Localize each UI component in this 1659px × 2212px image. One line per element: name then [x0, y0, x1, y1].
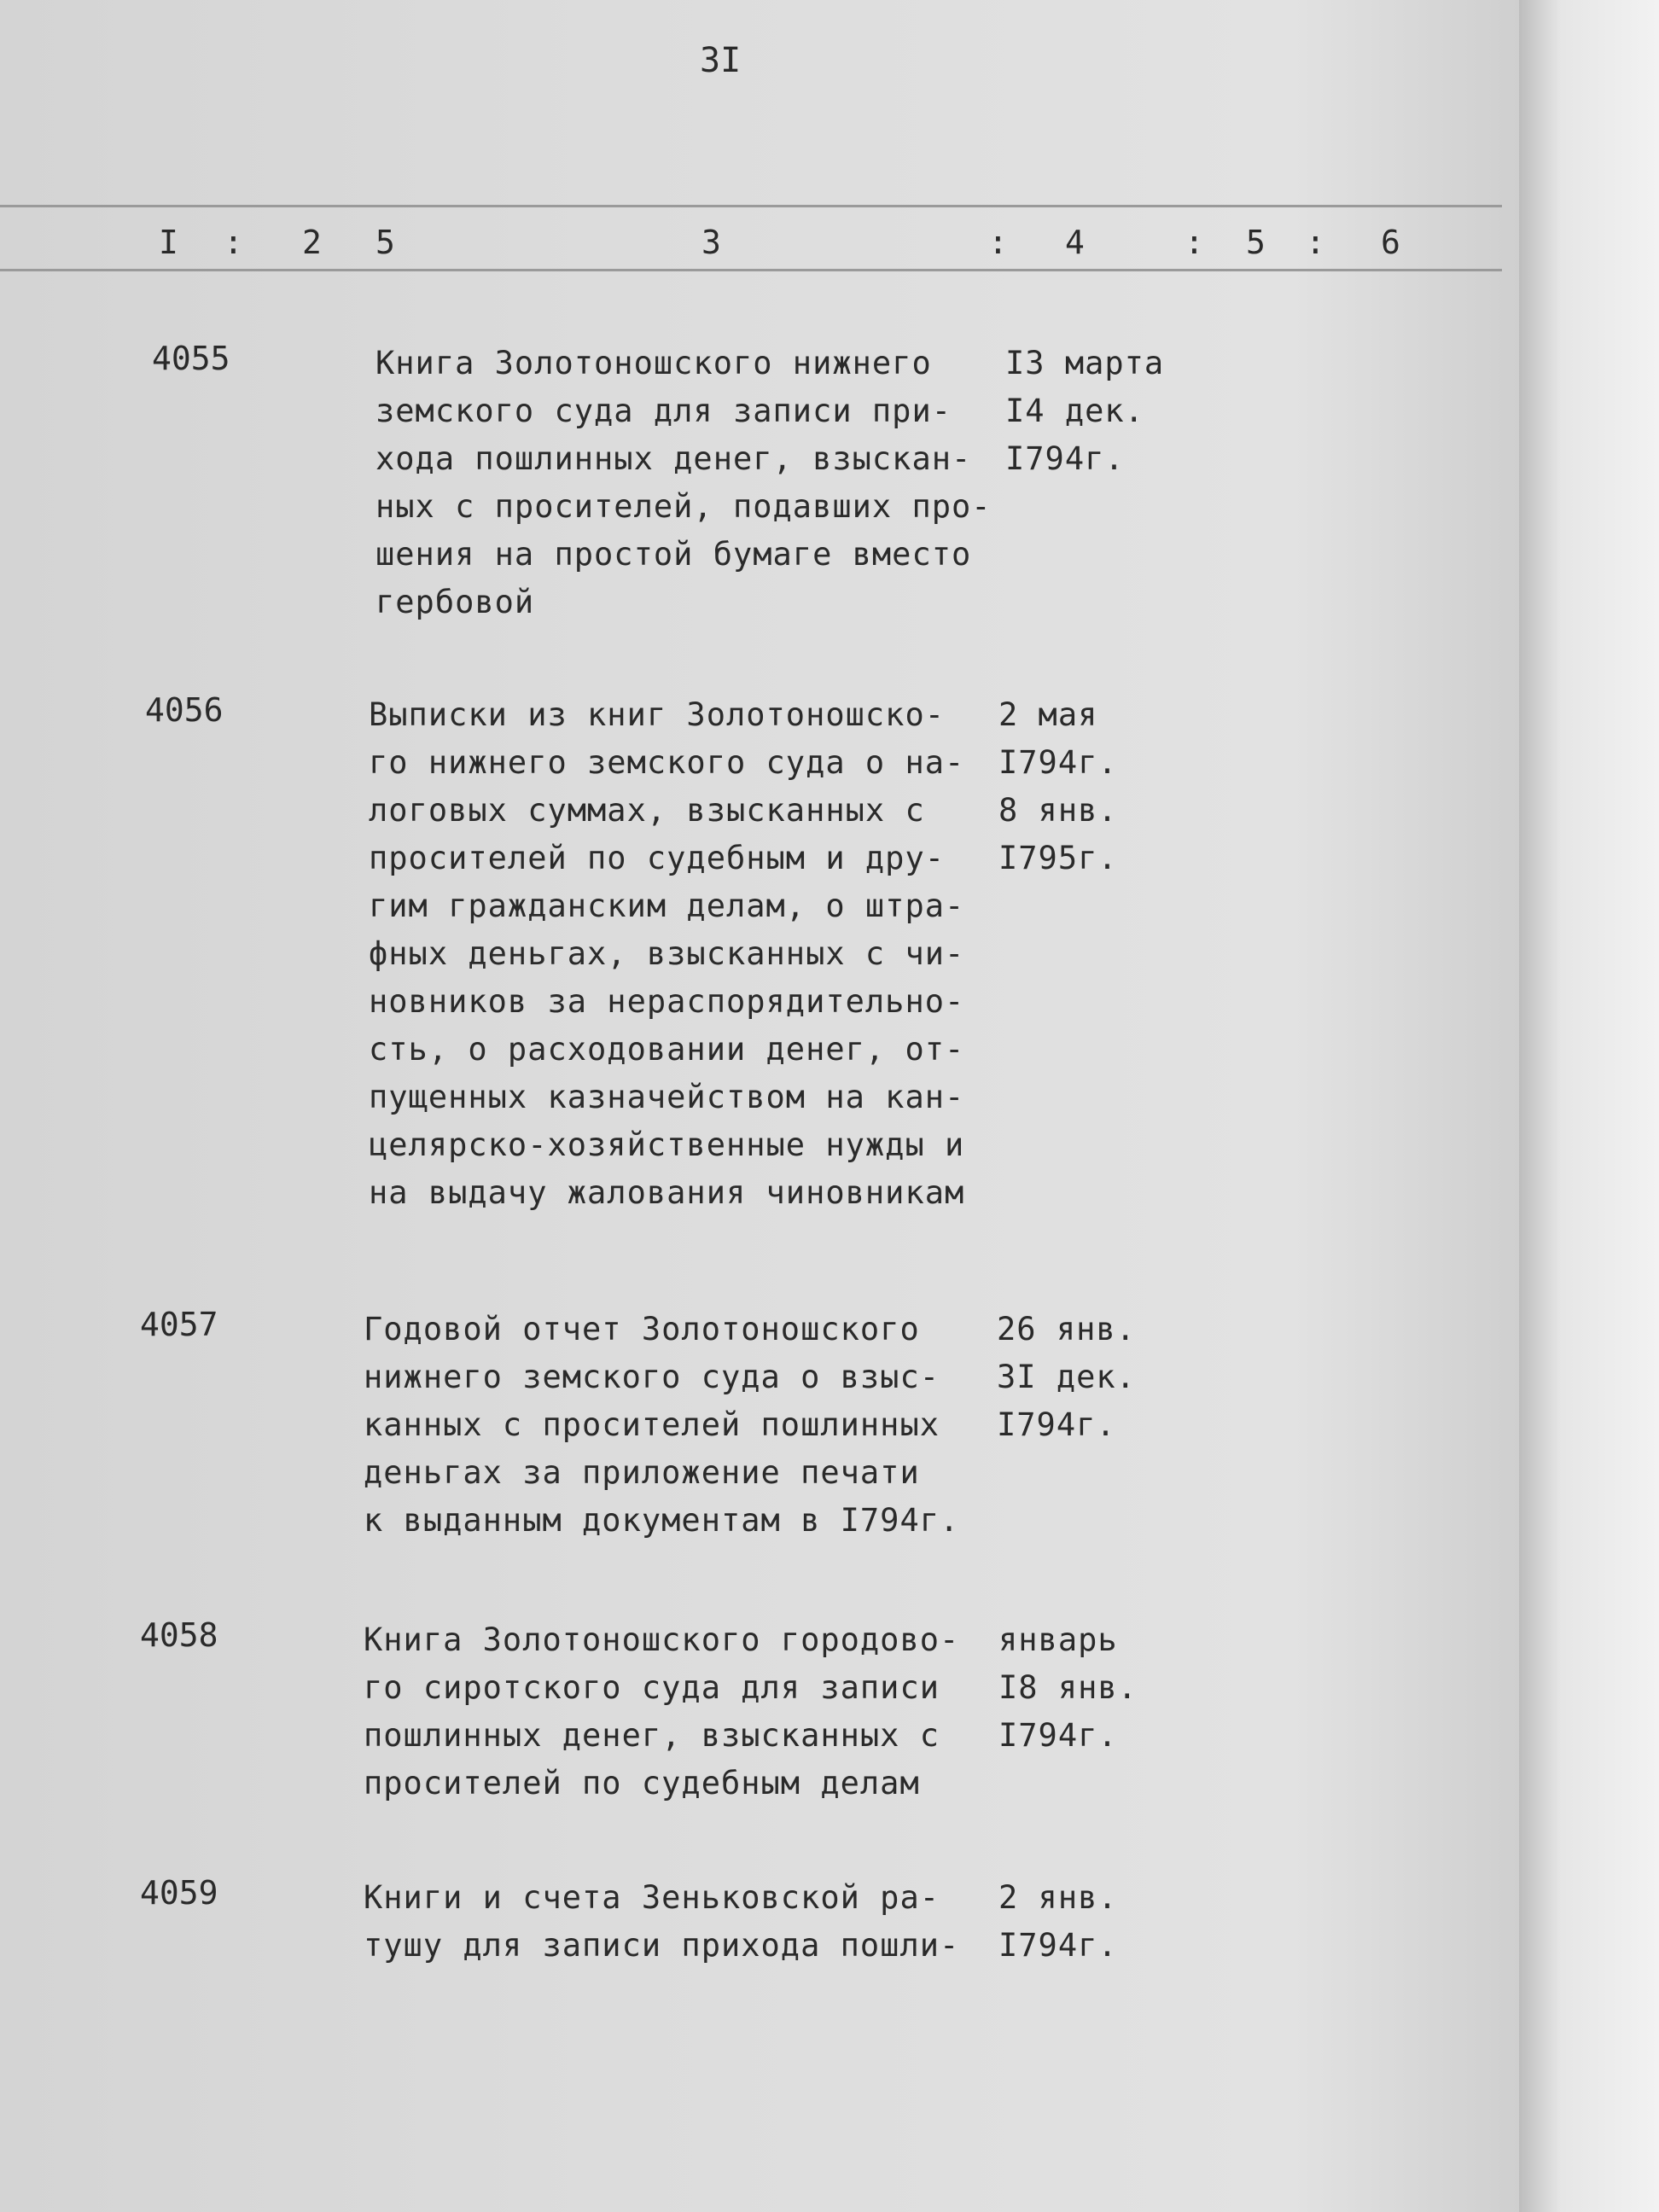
description-line: канных с просителей пошлинных: [364, 1406, 940, 1443]
entry-dates: [998, 1616, 1138, 1760]
description-line: гим гражданским делам, о штра-: [369, 888, 965, 924]
description-line: Книга Золотоношского городово-: [364, 1621, 960, 1658]
description-line: пошлинных денег, взысканных с: [364, 1717, 940, 1754]
description-line: Годовой отчет Золотоношского: [364, 1311, 920, 1348]
entry-dates: [998, 691, 1118, 882]
description-line: ных с просителей, подавших про-: [375, 488, 992, 525]
date-line: I3 марта: [1005, 345, 1165, 381]
entry-number: 4059: [140, 1874, 218, 1912]
column-separator: :: [988, 224, 1008, 261]
column-separator: :: [1306, 224, 1325, 261]
date-line: январь: [998, 1621, 1118, 1658]
date-line: I794г.: [998, 744, 1118, 781]
column-header-6: 6: [1381, 224, 1400, 261]
column-header-4: 4: [1065, 224, 1085, 261]
description-line: го нижнего земского суда о на-: [369, 744, 965, 781]
date-line: 8 янв.: [998, 792, 1118, 829]
entry-description: [364, 1306, 995, 1545]
date-line: I794г.: [997, 1406, 1116, 1443]
description-line: нижнего земского суда о взыс-: [364, 1359, 940, 1395]
entry-description: [369, 691, 1000, 1217]
column-header-5: 5: [1246, 224, 1266, 261]
date-line: I8 янв.: [998, 1669, 1138, 1706]
description-line: гербовой: [375, 584, 535, 620]
description-line: Выписки из книг Золотоношско-: [369, 696, 946, 733]
entry-dates: [997, 1306, 1136, 1449]
description-line: шения на простой бумаге вместо: [375, 536, 972, 573]
description-line: тушу для записи прихода пошли-: [364, 1927, 960, 1964]
entry-description: [364, 1616, 995, 1807]
date-line: I794г.: [1005, 440, 1125, 477]
date-line: I4 дек.: [1005, 393, 1144, 429]
entry-number: 4058: [140, 1616, 218, 1654]
description-line: пущенных казначейством на кан-: [369, 1079, 965, 1115]
date-line: 26 янв.: [997, 1311, 1136, 1348]
date-line: I794г.: [998, 1927, 1118, 1964]
entry-description: [364, 1874, 995, 1970]
description-line: Книги и счета Зеньковской ра-: [364, 1879, 940, 1916]
description-line: на выдачу жалования чиновникам: [369, 1174, 965, 1211]
column-separator: :: [1185, 224, 1204, 261]
description-line: фных деньгах, взысканных с чи-: [369, 935, 965, 972]
description-line: деньгах за приложение печати: [364, 1454, 920, 1491]
page-edge: [1519, 0, 1659, 2212]
description-line: хода пошлинных денег, взыскан-: [375, 440, 972, 477]
date-line: I794г.: [998, 1717, 1118, 1754]
description-line: логовых суммах, взысканных с: [369, 792, 925, 829]
description-line: Книга Золотоношского нижнего: [375, 345, 932, 381]
date-line: I795г.: [998, 840, 1118, 876]
description-line: земского суда для записи при-: [375, 393, 952, 429]
date-line: 3I дек.: [997, 1359, 1136, 1395]
entry-dates: [998, 1874, 1118, 1970]
description-line: к выданным документам в I794г.: [364, 1502, 960, 1539]
date-line: 2 мая: [998, 696, 1098, 733]
page-number: 3I: [700, 41, 742, 80]
entry-number: 4057: [140, 1306, 218, 1343]
column-header-2b: 5: [375, 224, 395, 261]
description-line: просителей по судебным делам: [364, 1765, 920, 1802]
column-separator: :: [224, 224, 243, 261]
description-line: новников за нераспорядительно-: [369, 983, 965, 1020]
entry-dates: [1005, 340, 1164, 483]
entry-description: [375, 340, 1007, 626]
description-line: го сиротского суда для записи: [364, 1669, 940, 1706]
entry-number: 4056: [145, 691, 224, 729]
description-line: целярско-хозяйственные нужды и: [369, 1126, 965, 1163]
column-header-1: I: [159, 224, 178, 261]
column-header-3: 3: [701, 224, 721, 261]
column-header-2: 2: [302, 224, 322, 261]
entry-number: 4055: [152, 340, 230, 377]
description-line: просителей по судебным и дру-: [369, 840, 946, 876]
date-line: 2 янв.: [998, 1879, 1118, 1916]
description-line: сть, о расходовании денег, от-: [369, 1031, 965, 1068]
